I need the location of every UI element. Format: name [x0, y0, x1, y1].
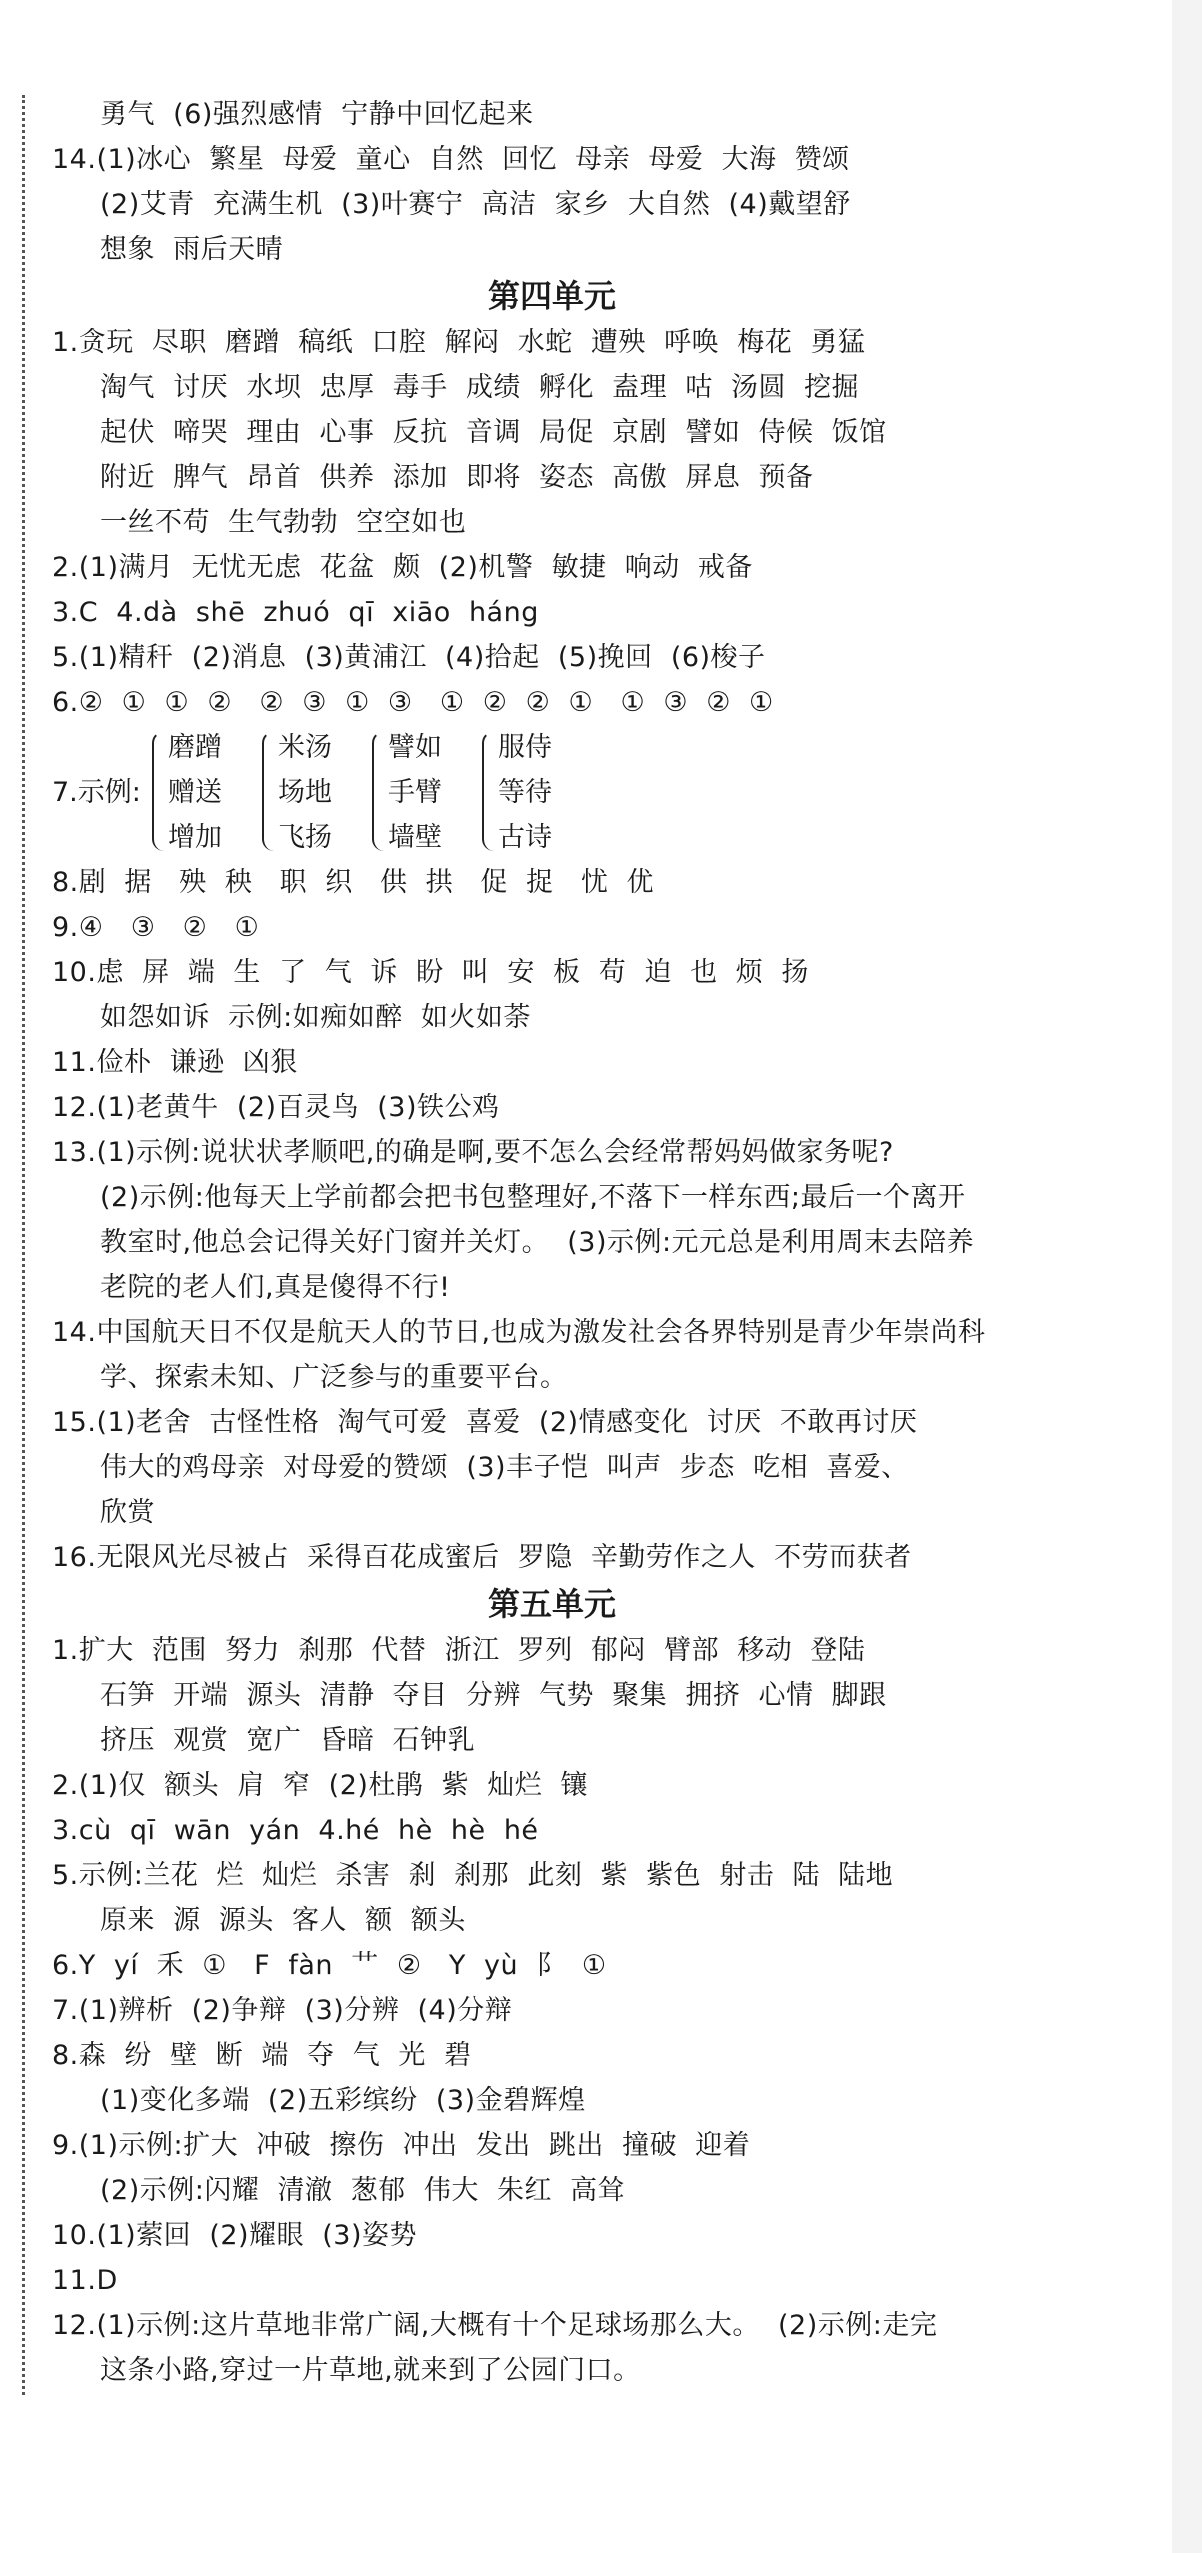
answer-line: 勇气 (6)强烈感情 宁静中回忆起来 [100, 99, 534, 130]
example-word: 墙壁 [388, 822, 442, 853]
answer-line: 13.(1)示例:说状状孝顺吧,的确是啊,要不怎么会经常帮妈妈做家务呢? [52, 1137, 894, 1168]
example-word: 等待 [498, 777, 552, 808]
answer-line: 10.虑 屏 端 生 了 气 诉 盼 叫 安 板 苟 迫 也 烦 扬 [52, 957, 809, 988]
brace-icon [152, 731, 164, 851]
example-word: 增加 [168, 822, 222, 853]
example-word: 手臂 [388, 777, 442, 808]
answer-line: 12.(1)老黄牛 (2)百灵鸟 (3)铁公鸡 [52, 1092, 500, 1123]
answer-line: 12.(1)示例:这片草地非常广阔,大概有十个足球场那么大。 (2)示例:走完 [52, 2310, 938, 2341]
answer-line: (2)艾青 充满生机 (3)叶赛宁 高洁 家乡 大自然 (4)戴望舒 [100, 189, 851, 220]
answer-line: 老院的老人们,真是傻得不行! [100, 1272, 451, 1303]
answer-line: 9.④ ③ ② ① [52, 912, 260, 943]
answer-line: 14.中国航天日不仅是航天人的节日,也成为激发社会各界特别是青少年崇尚科 [52, 1317, 986, 1348]
answer-line: 一丝不苟 生气勃勃 空空如也 [100, 507, 467, 538]
answer-line: 5.(1)精秆 (2)消息 (3)黄浦江 (4)拾起 (5)挽回 (6)梭子 [52, 642, 766, 673]
answer-line: 想象 雨后天晴 [100, 234, 284, 265]
answer-line: 原来 源 源头 客人 额 额头 [100, 1905, 466, 1936]
answer-line: 2.(1)仅 额头 肩 窄 (2)杜鹃 紫 灿烂 镶 [52, 1770, 588, 1801]
answer-line: 9.(1)示例:扩大 冲破 擦伤 冲出 发出 跳出 撞破 迎着 [52, 2130, 751, 2161]
answer-line: 石笋 开端 源头 清静 夺目 分辨 气势 聚集 拥挤 心情 脚跟 [100, 1680, 887, 1711]
answer-line: (2)示例:闪耀 清澈 葱郁 伟大 朱红 高耸 [100, 2175, 626, 2206]
answer-line: 11.俭朴 谦逊 凶狠 [52, 1047, 298, 1078]
example-word: 磨蹭 [168, 732, 222, 763]
example-word: 譬如 [388, 732, 442, 763]
answer-line: 3.C 4.dà shē zhuó qī xiāo háng [52, 597, 539, 628]
answer-line: (2)示例:他每天上学前都会把书包整理好,不落下一样东西;最后一个离开 [100, 1182, 966, 1213]
example-word: 古诗 [498, 822, 552, 853]
answer-line: 学、探索未知、广泛参与的重要平台。 [100, 1362, 568, 1393]
example-word: 米汤 [278, 732, 332, 763]
example-word: 赠送 [168, 777, 222, 808]
answer-line: 14.(1)冰心 繁星 母爱 童心 自然 回忆 母亲 母爱 大海 赞颂 [52, 144, 850, 175]
example-word: 飞扬 [278, 822, 332, 853]
answer-line: 这条小路,穿过一片草地,就来到了公园门口。 [100, 2355, 641, 2386]
answer-line: 8.森 纷 壁 断 端 夺 气 光 碧 [52, 2040, 472, 2071]
answer-line: 如怨如诉 示例:如痴如醉 如火如荼 [100, 1002, 531, 1033]
answer-line: 附近 脾气 昂首 供养 添加 即将 姿态 高傲 屏息 预备 [100, 462, 814, 493]
answer-line: 1.扩大 范围 努力 刹那 代替 浙江 罗列 郁闷 臂部 移动 登陆 [52, 1635, 866, 1666]
answer-line: 淘气 讨厌 水坝 忠厚 毒手 成绩 孵化 盍理 咕 汤圆 挖掘 [100, 372, 860, 403]
answer-line: 欣赏 [100, 1497, 155, 1528]
answer-line: 2.(1)满月 无忧无虑 花盆 颇 (2)机警 敏捷 响动 戒备 [52, 552, 753, 583]
unit-5-heading: 第五单元 [487, 1585, 616, 1623]
brace-icon [482, 731, 494, 851]
q7-examples [52, 725, 1152, 860]
brace-icon [372, 731, 384, 851]
answer-line: 1.贪玩 尽职 磨蹭 稿纸 口腔 解闷 水蛇 遭殃 呼唤 梅花 勇猛 [52, 327, 866, 358]
answer-line: 6.Y yí 禾 ① F fàn 艹 ② Y yù 阝 ① [52, 1950, 607, 1981]
example-word: 场地 [278, 777, 332, 808]
answer-line: 6.② ① ① ② ② ③ ① ③ ① ② ② ① ① ③ ② ① [52, 687, 774, 718]
answer-line: 3.cù qī wān yán 4.hé hè hè hé [52, 1815, 539, 1846]
answer-line: 伟大的鸡母亲 对母爱的赞颂 (3)丰子恺 叫声 步态 吃相 喜爱、 [100, 1452, 909, 1483]
answer-line: 11.D [52, 2265, 118, 2296]
answer-line: 7.(1)辨析 (2)争辩 (3)分辨 (4)分辩 [52, 1995, 513, 2026]
answer-line: 起伏 啼哭 理由 心事 反抗 音调 局促 京剧 譬如 侍候 饭馆 [100, 417, 887, 448]
answer-line: 16.无限风光尽被占 采得百花成蜜后 罗隐 辛勤劳作之人 不劳而获者 [52, 1542, 912, 1573]
dotted-cut-line [22, 95, 25, 2395]
q7-label: 7.示例: [52, 777, 141, 808]
answer-line: 教室时,他总会记得关好门窗并关灯。 (3)示例:元元总是利用周末去陪养 [100, 1227, 975, 1258]
answer-line: 挤压 观赏 宽广 昏暗 石钟乳 [100, 1725, 476, 1756]
unit-4-heading: 第四单元 [487, 277, 616, 315]
answer-content [52, 92, 1152, 2393]
answer-line: 8.剧 据 殃 秧 职 织 供 拱 促 捉 忧 优 [52, 867, 654, 898]
answer-line: 5.示例:兰花 烂 灿烂 杀害 刹 刹那 此刻 紫 紫色 射击 陆 陆地 [52, 1860, 894, 1891]
answer-line: (1)变化多端 (2)五彩缤纷 (3)金碧辉煌 [100, 2085, 586, 2116]
example-word: 服侍 [498, 732, 552, 763]
brace-icon [262, 731, 274, 851]
answer-line: 15.(1)老舍 古怪性格 淘气可爱 喜爱 (2)情感变化 讨厌 不敢再讨厌 [52, 1407, 918, 1438]
answer-line: 10.(1)萦回 (2)耀眼 (3)姿势 [52, 2220, 418, 2251]
